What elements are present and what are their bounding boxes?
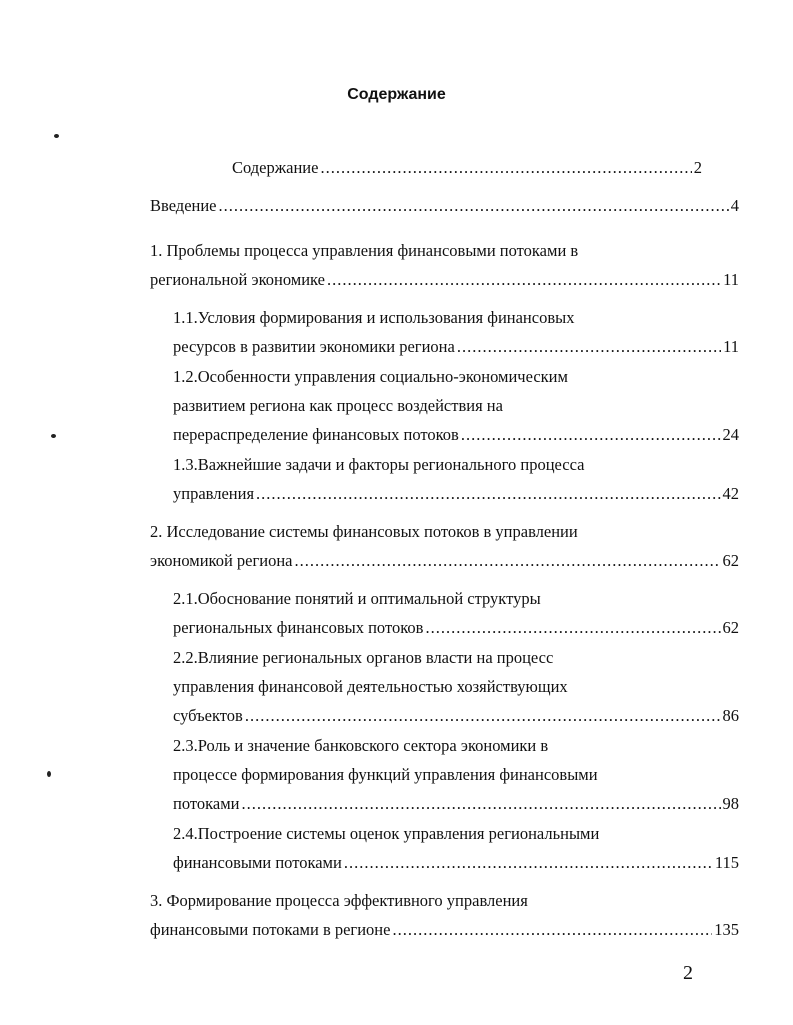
toc-section-2-2-title: 2.2.Влияние региональных органов власти на процесс [173, 648, 554, 667]
scan-speck [51, 434, 56, 438]
leader-dots [461, 425, 721, 445]
toc-section-1-1-title: 1.1.Условия формирования и использования финансовых [173, 308, 575, 327]
toc-section-1-2: перераспределение финансовых потоков ..... 24 [173, 425, 739, 445]
toc-section-2-4-title: 2.4.Построение системы оценок управления региональными [173, 824, 600, 843]
page-number: 2 [683, 962, 693, 984]
page-title: Содержание [347, 86, 446, 103]
toc-section-2-3-title: 2.3.Роль и значение банковского сектора экономики в [173, 736, 549, 755]
toc-section-1-2-title-cont: развитием региона как процесс воздействия на [173, 396, 503, 415]
toc-section-2-1: региональных финансовых потоков ..... 62 [173, 618, 739, 638]
leader-dots [295, 551, 721, 571]
toc-section-1-2-title: 1.2.Особенности управления социально-экономическим [173, 367, 568, 386]
toc-section-1-3-title: 1.3.Важнейшие задачи и факторы регионального процесса [173, 455, 585, 474]
toc-section-1-1: ресурсов в развитии экономики региона ..... 11 [173, 337, 739, 357]
toc-section-2-1-title: 2.1.Обоснование понятий и оптимальной структуры [173, 589, 541, 608]
leader-dots [320, 158, 691, 178]
toc-section-2-4: финансовыми потоками ..... 115 [173, 853, 739, 873]
leader-dots [241, 794, 720, 814]
leader-dots [245, 706, 721, 726]
leader-dots [425, 618, 720, 638]
toc-chapter-2-title: 2. Исследование системы финансовых потоков в управлении [150, 522, 578, 541]
toc-entry-intro: Введение ..... 4 [150, 196, 739, 216]
leader-dots [219, 196, 729, 216]
toc-chapter-2: экономикой региона ..... 62 [150, 551, 739, 571]
toc-entry-contents: Содержание ..... 2 [232, 158, 702, 178]
leader-dots [256, 484, 720, 504]
toc-chapter-3-title: 3. Формирование процесса эффективного управления [150, 891, 528, 910]
toc-section-2-2-title-cont: управления финансовой деятельностью хозяйствующих [173, 677, 568, 696]
toc-chapter-3: финансовыми потоками в регионе ..... 135 [150, 920, 739, 940]
scan-speck [47, 771, 51, 777]
toc-section-2-3: потоками ..... 98 [173, 794, 739, 814]
toc-chapter-1: региональной экономике ..... 11 [150, 270, 739, 290]
toc-section-2-3-title-cont: процессе формирования функций управления финансовыми [173, 765, 598, 784]
leader-dots [392, 920, 712, 940]
leader-dots [344, 853, 713, 873]
leader-dots [457, 337, 721, 357]
toc-section-1-3: управления ..... 42 [173, 484, 739, 504]
scan-speck [54, 134, 59, 138]
toc-section-2-2: субъектов ..... 86 [173, 706, 739, 726]
leader-dots [327, 270, 721, 290]
toc-chapter-1-title: 1. Проблемы процесса управления финансовыми потоками в [150, 241, 579, 260]
